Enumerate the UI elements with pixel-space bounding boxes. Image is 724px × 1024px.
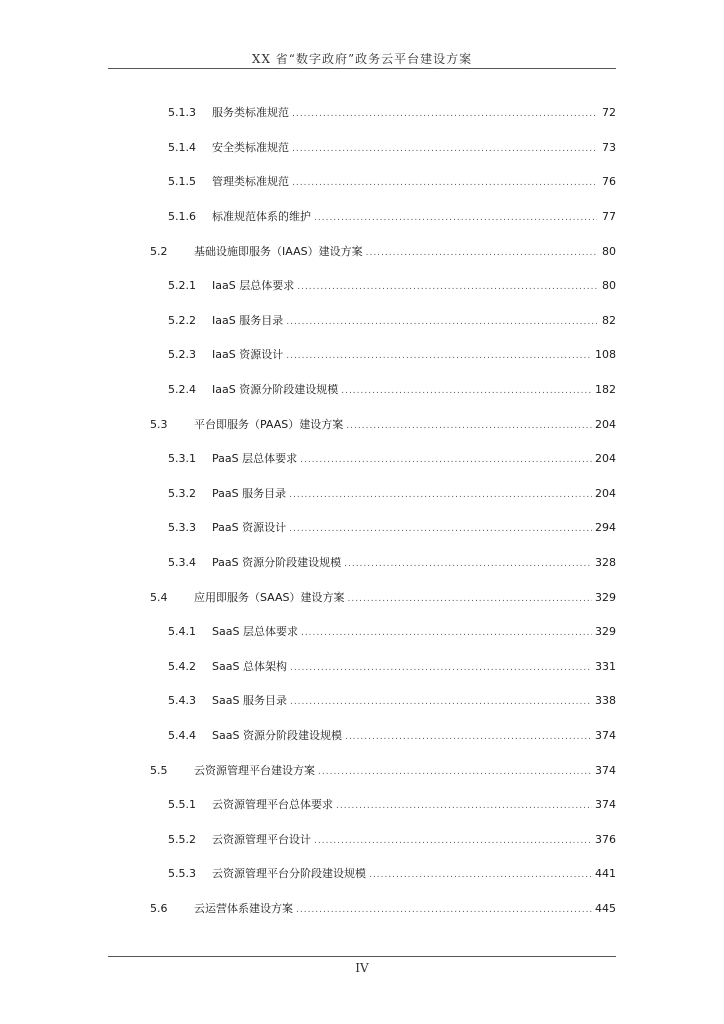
toc-entry-number: 5.3.4 — [168, 556, 196, 570]
toc-entry-number: 5.2.2 — [168, 313, 196, 327]
toc-entry[interactable] — [150, 788, 616, 823]
toc-entry-title: 云资源管理平台建设方案 — [194, 763, 315, 777]
toc-dot-leader — [289, 522, 592, 536]
toc-entry-title: SaaS 资源分阶段建设规模 — [212, 728, 342, 742]
toc-dot-leader — [292, 142, 597, 156]
toc-entry-title: 管理类标准规范 — [212, 175, 289, 189]
toc-entry[interactable] — [150, 719, 616, 754]
toc-entry-number: 5.4.1 — [168, 625, 196, 639]
toc-entry-title: 云资源管理平台设计 — [212, 832, 311, 846]
toc-entry[interactable] — [150, 304, 616, 339]
toc-entry-number: 5.3 — [150, 417, 168, 431]
toc-dot-leader — [286, 315, 597, 329]
toc-entry-page: 204 — [595, 452, 616, 466]
toc-entry[interactable] — [150, 822, 616, 857]
toc-entry-number: 5.5.1 — [168, 798, 196, 812]
toc-entry-number: 5.5.3 — [168, 867, 196, 881]
toc-entry-title: IaaS 资源设计 — [212, 348, 284, 362]
toc-dot-leader — [290, 695, 592, 709]
toc-dot-leader — [346, 419, 592, 433]
toc-entry-title: 云运营体系建设方案 — [194, 901, 293, 915]
toc-entry-number: 5.4.4 — [168, 728, 196, 742]
toc-dot-leader — [286, 349, 592, 363]
toc-dot-leader — [297, 280, 597, 294]
toc-dot-leader — [345, 730, 592, 744]
toc-entry-page: 294 — [595, 521, 616, 535]
toc-entry-page: 80 — [602, 279, 616, 293]
document-title: XX 省“数字政府”政务云平台建设方案 — [251, 52, 473, 66]
toc-entry-page: 374 — [595, 798, 616, 812]
toc-entry-page: 73 — [602, 140, 616, 154]
toc-entry-page: 328 — [595, 556, 616, 570]
toc-entry[interactable] — [150, 615, 616, 650]
toc-entry-page: 76 — [602, 175, 616, 189]
header-divider — [108, 68, 616, 69]
toc-entry[interactable] — [150, 407, 616, 442]
toc-entry-title: PaaS 服务目录 — [212, 486, 287, 500]
toc-entry-title: PaaS 资源分阶段建设规模 — [212, 556, 342, 570]
toc-entry[interactable] — [150, 753, 616, 788]
footer-divider — [108, 956, 616, 957]
toc-entry[interactable] — [150, 165, 616, 200]
toc-entry-page: 80 — [602, 244, 616, 258]
toc-entry-title: SaaS 层总体要求 — [212, 625, 298, 639]
toc-dot-leader — [336, 799, 592, 813]
toc-entry-page: 445 — [595, 901, 616, 915]
toc-dot-leader — [344, 557, 592, 571]
toc-entry-page: 374 — [595, 763, 616, 777]
toc-entry-title: SaaS 总体架构 — [212, 659, 287, 673]
toc-entry-number: 5.4.3 — [168, 694, 196, 708]
toc-entry-number: 5.3.3 — [168, 521, 196, 535]
toc-entry-page: 374 — [595, 728, 616, 742]
toc-entry-page: 376 — [595, 832, 616, 846]
toc-dot-leader — [301, 626, 592, 640]
toc-entry-number: 5.2 — [150, 244, 168, 258]
toc-entry-number: 5.5 — [150, 763, 168, 777]
toc-entry-title: 应用即服务（SAAS）建设方案 — [194, 590, 345, 604]
table-of-contents — [150, 96, 616, 926]
toc-entry[interactable] — [150, 269, 616, 304]
toc-entry[interactable] — [150, 442, 616, 477]
toc-entry-page: 204 — [595, 486, 616, 500]
toc-entry-page: 82 — [602, 313, 616, 327]
toc-dot-leader — [366, 246, 597, 260]
toc-entry-number: 5.6 — [150, 901, 168, 915]
toc-entry[interactable] — [150, 684, 616, 719]
toc-entry[interactable] — [150, 650, 616, 685]
toc-entry-title: 服务类标准规范 — [212, 106, 289, 120]
toc-entry-page: 329 — [595, 625, 616, 639]
toc-entry-title: 云资源管理平台总体要求 — [212, 798, 333, 812]
toc-entry-page: 72 — [602, 106, 616, 120]
toc-entry-title: 安全类标准规范 — [212, 140, 289, 154]
toc-entry-number: 5.3.2 — [168, 486, 196, 500]
toc-entry-number: 5.5.2 — [168, 832, 196, 846]
toc-dot-leader — [314, 211, 597, 225]
toc-entry-title: 平台即服务（PAAS）建设方案 — [194, 417, 344, 431]
toc-entry-title: 基础设施即服务（IAAS）建设方案 — [194, 244, 363, 258]
toc-entry[interactable] — [150, 511, 616, 546]
toc-entry-title: IaaS 服务目录 — [212, 313, 284, 327]
toc-entry-number: 5.1.3 — [168, 106, 196, 120]
toc-entry[interactable] — [150, 857, 616, 892]
toc-entry-page: 331 — [595, 659, 616, 673]
toc-entry[interactable] — [150, 338, 616, 373]
toc-entry[interactable] — [150, 131, 616, 166]
toc-entry-title: SaaS 服务目录 — [212, 694, 287, 708]
toc-dot-leader — [290, 661, 592, 675]
toc-entry-title: 标准规范体系的维护 — [212, 210, 311, 224]
toc-entry[interactable] — [150, 96, 616, 131]
toc-dot-leader — [292, 107, 597, 121]
toc-entry[interactable] — [150, 477, 616, 512]
toc-entry-title: PaaS 层总体要求 — [212, 452, 298, 466]
toc-entry-page: 204 — [595, 417, 616, 431]
toc-dot-leader — [314, 834, 592, 848]
toc-entry-number: 5.1.5 — [168, 175, 196, 189]
toc-dot-leader — [318, 765, 592, 779]
toc-dot-leader — [348, 592, 592, 606]
toc-entry-page: 77 — [602, 210, 616, 224]
toc-entry[interactable] — [150, 546, 616, 581]
toc-entry-page: 182 — [595, 383, 616, 397]
toc-entry-number: 5.1.6 — [168, 210, 196, 224]
toc-entry-number: 5.2.1 — [168, 279, 196, 293]
toc-entry-page: 441 — [595, 867, 616, 881]
toc-entry-number: 5.2.3 — [168, 348, 196, 362]
toc-entry-number: 5.2.4 — [168, 383, 196, 397]
toc-entry-title: IaaS 层总体要求 — [212, 279, 295, 293]
toc-entry-page: 329 — [595, 590, 616, 604]
toc-entry-number: 5.3.1 — [168, 452, 196, 466]
toc-entry[interactable] — [150, 373, 616, 408]
toc-entry-page: 108 — [595, 348, 616, 362]
toc-entry[interactable] — [150, 200, 616, 235]
toc-entry-title: IaaS 资源分阶段建设规模 — [212, 383, 339, 397]
toc-entry[interactable] — [150, 234, 616, 269]
toc-dot-leader — [369, 868, 592, 882]
toc-entry-page: 338 — [595, 694, 616, 708]
toc-entry[interactable] — [150, 580, 616, 615]
toc-entry-title: 云资源管理平台分阶段建设规模 — [212, 867, 366, 881]
toc-entry-number: 5.1.4 — [168, 140, 196, 154]
toc-dot-leader — [341, 384, 592, 398]
toc-entry-title: PaaS 资源设计 — [212, 521, 287, 535]
toc-dot-leader — [296, 903, 592, 917]
toc-entry-number: 5.4 — [150, 590, 168, 604]
toc-dot-leader — [289, 488, 592, 502]
toc-entry[interactable] — [150, 892, 616, 927]
toc-dot-leader — [300, 453, 592, 467]
page-number: IV — [355, 961, 369, 975]
toc-dot-leader — [292, 176, 597, 190]
toc-entry-number: 5.4.2 — [168, 659, 196, 673]
